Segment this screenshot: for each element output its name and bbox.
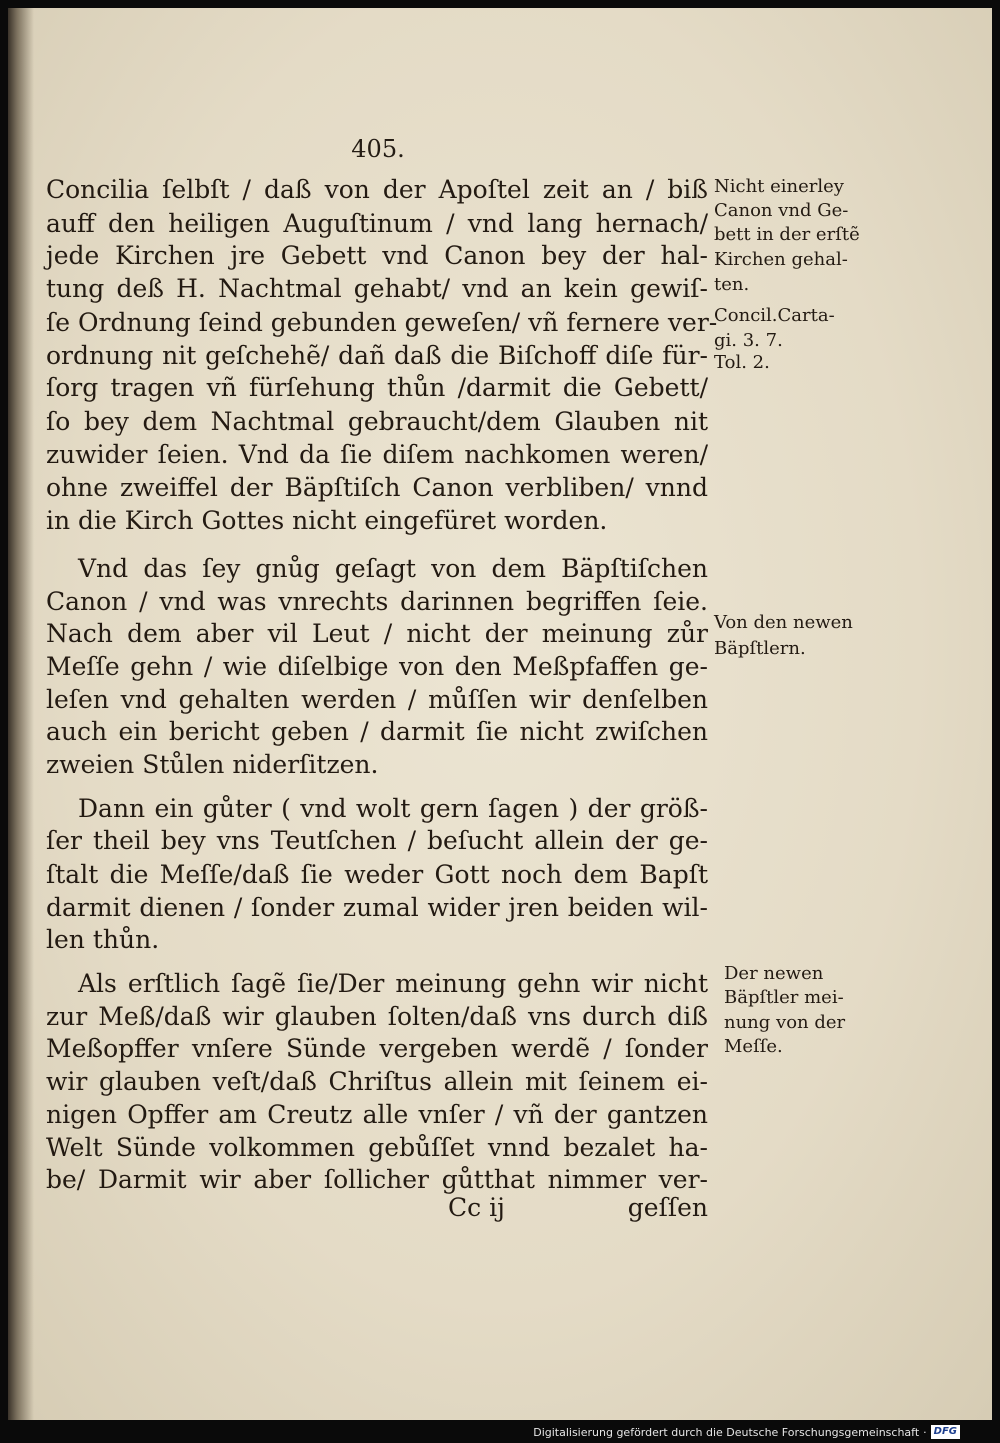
footer-credit: Digitalisierung gefördert durch die Deutsche Forschungsgemeinschaft · DFG [533, 1425, 960, 1439]
text-line: Dann ein gůter ( vnd wolt gern ſagen ) der größ- [78, 794, 708, 823]
text-line: leſen vnd gehalten werden / můſſen wir denſelben [46, 685, 708, 714]
text-line: Concilia ſelbſt / daß von der Apoſtel zeit an / biß [46, 175, 708, 204]
text-line: in die Kirch Gottes nicht eingefüret worden. [46, 506, 608, 535]
margin-note-line: Nicht einerley [714, 176, 844, 197]
margin-note-line: Meſſe. [724, 1036, 783, 1057]
book-page [8, 8, 992, 1420]
text-line: ſe Ordnung ſeind gebunden geweſen/ vñ fernere ver- [46, 308, 718, 337]
text-line: Welt Sünde volkommen gebůſſet vnnd bezalet ha- [46, 1133, 708, 1162]
folio-number: 405. [351, 135, 405, 163]
text-line: darmit dienen / ſonder zumal wider jren beiden wil- [46, 893, 708, 922]
margin-note-line: ten. [714, 274, 750, 295]
signature-mark: Cc ij [448, 1193, 505, 1222]
text-line: ſtalt die Meſſe/daß ſie weder Gott noch dem Bapſt [46, 860, 708, 889]
margin-note-line: Canon vnd Ge- [714, 200, 849, 221]
text-line: zuwider ſeien. Vnd da ſie diſem nachkomen weren/ [46, 440, 708, 469]
text-line: Canon / vnd was vnrechts darinnen begriffen ſeie. [46, 587, 708, 616]
dfg-logo: DFG [931, 1425, 960, 1439]
text-line: Vnd das ſey gnůg geſagt von dem Bäpſtiſchen [78, 554, 708, 583]
text-line: wir glauben veſt/daß Chriſtus allein mit ſeinem ei- [46, 1067, 708, 1096]
margin-note-line: Concil.Carta- [714, 305, 835, 326]
margin-note-line: gi. 3. 7. [714, 330, 783, 351]
text-line: Meßopffer vnſere Sünde vergeben werdẽ / ſonder [46, 1034, 708, 1063]
margin-note-line: Bäpſtlern. [714, 638, 806, 659]
margin-note-line: Kirchen gehal- [714, 249, 848, 270]
catchword-row [8, 1193, 708, 1229]
margin-note-line: Von den newen [714, 612, 853, 633]
text-line: len thůn. [46, 925, 160, 954]
footer-text: Digitalisierung gefördert durch die Deutsche Forschungsgemeinschaft [533, 1425, 920, 1439]
text-line: nigen Opffer am Creutz alle vnſer / vñ der gantzen [46, 1100, 708, 1129]
text-line: ordnung nit geſchehẽ/ dañ daß die Biſchoff diſe für- [46, 341, 708, 370]
text-line: ſo bey dem Nachtmal gebraucht/dem Glauben nit [46, 407, 708, 436]
text-line: tung deß H. Nachtmal gehabt/ vnd an kein gewiſ- [46, 274, 708, 303]
margin-note-line: bett in der erſtẽ [714, 224, 860, 245]
text-line: auch ein bericht geben / darmit ſie nicht zwiſchen [46, 717, 708, 746]
text-line: Nach dem aber vil Leut / nicht der meinung zůr [46, 619, 708, 648]
text-line: auff den heiligen Auguſtinum / vnd lang hernach/ [46, 209, 708, 238]
text-line: ſorg tragen vñ fürſehung thůn /darmit die Gebett/ [46, 373, 708, 402]
margin-note-line: nung von der [724, 1012, 846, 1033]
text-line: zweien Stůlen niderſitzen. [46, 750, 379, 779]
catchword: geſſen [627, 1193, 708, 1222]
text-line: zur Meß/daß wir glauben ſolten/daß vns durch diß [46, 1002, 708, 1031]
text-line: Als erſtlich ſagẽ ſie/Der meinung gehn wir nicht [78, 969, 708, 998]
text-line: be/ Darmit wir aber ſollicher gůtthat nimmer ver- [46, 1165, 708, 1194]
text-line: Meſſe gehn / wie diſelbige von den Meßpfaffen ge- [46, 652, 708, 681]
margin-note-line: Tol. 2. [714, 352, 770, 373]
margin-note-line: Bäpſtler mei- [724, 987, 844, 1008]
text-line: ohne zweiffel der Bäpſtiſch Canon verbliben/ vnnd [46, 473, 708, 502]
margin-note-line: Der newen [724, 963, 824, 984]
text-line: jede Kirchen jre Gebett vnd Canon bey der hal- [46, 241, 708, 270]
text-line: ſer theil bey vns Teutſchen / beſucht allein der ge- [46, 826, 708, 855]
